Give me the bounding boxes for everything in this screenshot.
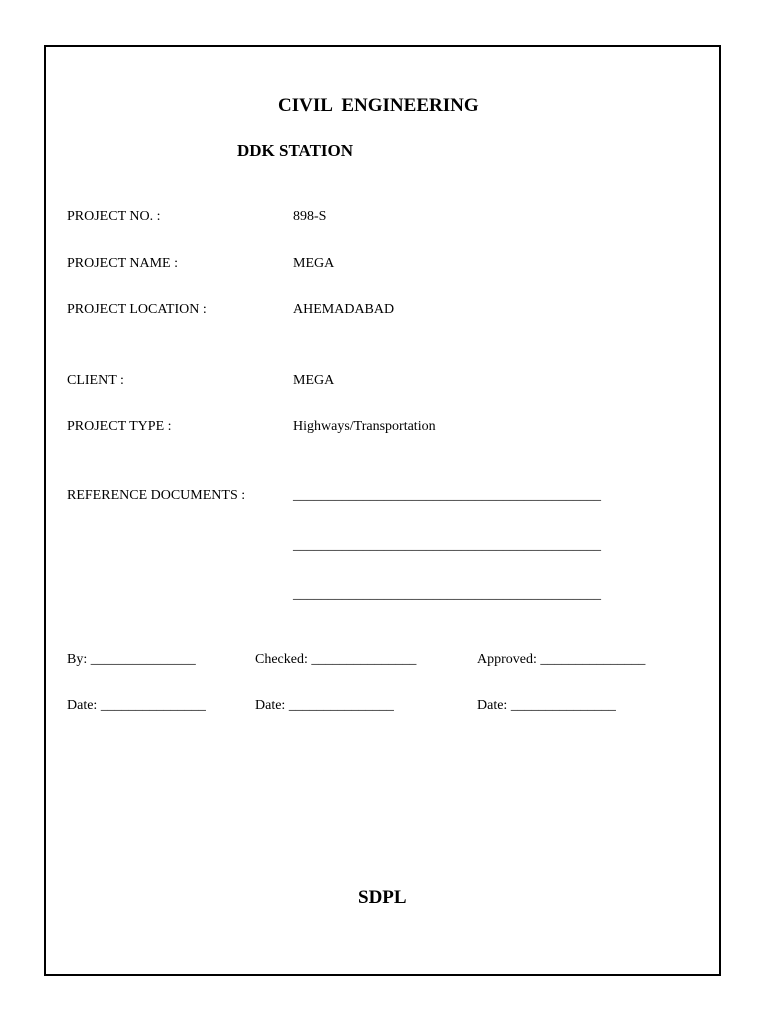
reference-line-3: ____________________________________________ [293, 587, 601, 602]
checked-signature-field: Checked: _______________ [255, 652, 417, 667]
document-subtitle: DDK STATION [237, 141, 354, 160]
project-name-label: PROJECT NAME : [67, 256, 178, 271]
project-no-label: PROJECT NO. : [67, 209, 161, 224]
reference-documents-label: REFERENCE DOCUMENTS : [67, 488, 246, 503]
checked-date-field: Date: _______________ [255, 698, 394, 713]
project-location-label: PROJECT LOCATION : [67, 302, 207, 317]
by-date-field: Date: _______________ [67, 698, 206, 713]
page-border [44, 45, 721, 976]
project-type-label: PROJECT TYPE : [67, 419, 172, 434]
client-label: CLIENT : [67, 373, 124, 388]
client-value: MEGA [293, 373, 335, 388]
company-name: SDPL [358, 887, 407, 908]
by-signature-field: By: _______________ [67, 652, 196, 667]
project-location-value: AHEMADABAD [293, 302, 395, 317]
approved-date-field: Date: _______________ [477, 698, 616, 713]
approved-signature-field: Approved: _______________ [477, 652, 646, 667]
project-no-value: 898-S [293, 209, 327, 224]
reference-line-1: ____________________________________________ [293, 488, 601, 503]
reference-line-2: ____________________________________________ [293, 538, 601, 553]
document-title: CIVIL ENGINEERING [278, 95, 479, 116]
project-type-value: Highways/Transportation [293, 419, 436, 434]
project-name-value: MEGA [293, 256, 335, 271]
